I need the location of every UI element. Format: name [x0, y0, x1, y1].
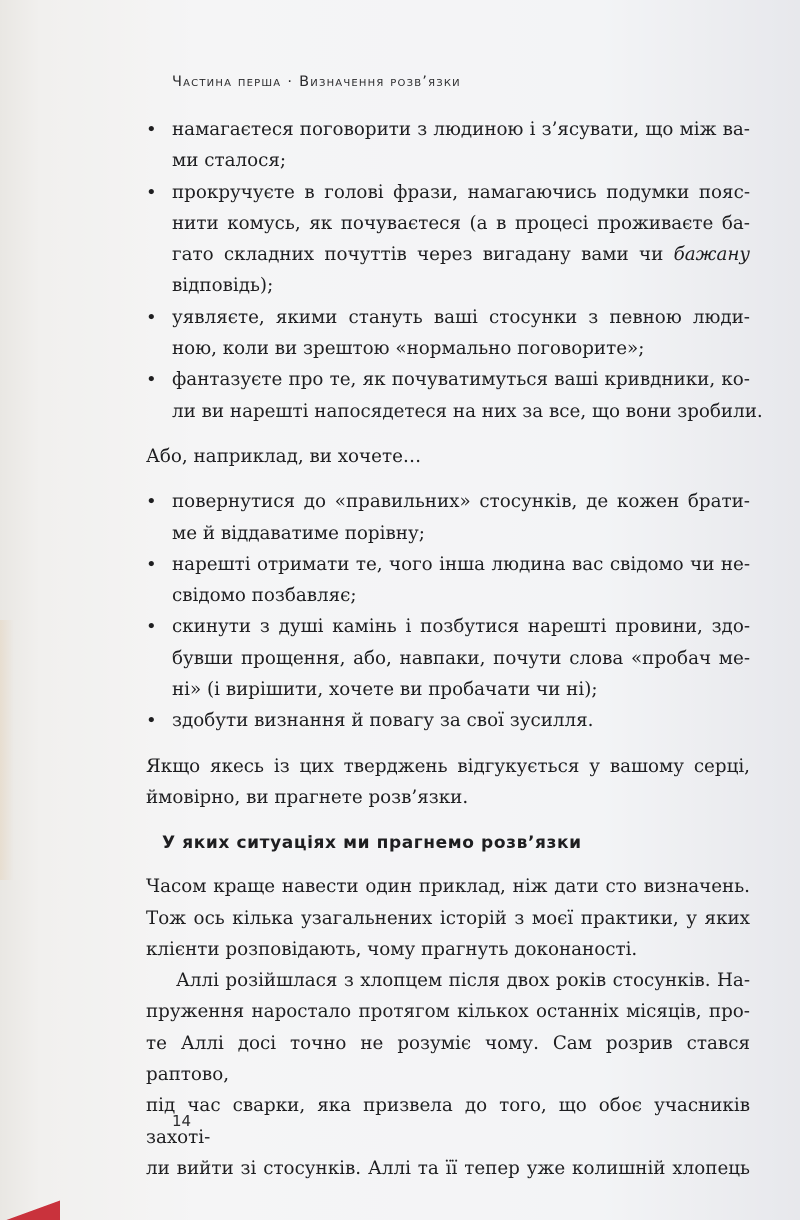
- text-line: свідомо позбавляє;: [172, 585, 357, 607]
- bullet-icon: •: [146, 616, 157, 638]
- italic-word: бажану: [673, 244, 750, 266]
- text-line: намагаєтеся поговорити з людиною і з’ясувати, що між ва-: [172, 119, 750, 140]
- text-line: Або, наприклад, ви хочете…: [146, 445, 422, 467]
- text-line: Аллі розійшлася з хлопцем після двох років стосунків. На-: [176, 970, 750, 992]
- text-line: під час сварки, яка призвела до того, що обоє учасників захоті-: [146, 1095, 750, 1148]
- text-line: бувши прощення, або, навпаки, почути слова «пробач ме-: [172, 647, 750, 669]
- list-item: [146, 177, 750, 302]
- text-line: фантазуєте про те, як почуватимуться ваші кривдники, ко-: [172, 369, 750, 391]
- text-line: ні» (і вирішити, хочете ви пробачати чи ні);: [172, 679, 598, 701]
- text-segment: гато складних почуттів через вигадану вами чи: [172, 244, 664, 266]
- list-item: [146, 302, 750, 365]
- text-line: ною, коли ви зрештою «нормально поговорите»;: [172, 338, 645, 360]
- text-line: ме й віддаватиме порівну;: [172, 522, 425, 544]
- paragraph-story: [146, 965, 750, 1184]
- paragraph-intro: [146, 441, 750, 472]
- text-line: те Аллі досі точно не розуміє чому. Сам розрив стався раптово,: [146, 1032, 750, 1086]
- text-line: здобути визнання й повагу за свої зусилля.: [172, 710, 594, 732]
- text-line: прокручуєте в голові фрази, намагаючись подумки пояс-: [172, 181, 750, 203]
- running-head-part: Частина перша: [172, 74, 282, 90]
- bullet-icon: •: [146, 306, 157, 328]
- bullet-list-2: [146, 486, 750, 736]
- list-item: [146, 114, 750, 177]
- text-line: [172, 239, 750, 270]
- paragraph-examples: [146, 871, 750, 965]
- page-edge-shadow: [0, 620, 14, 880]
- text-line: ймовірно, ви прагнете розв’язки.: [146, 786, 469, 808]
- list-item: [146, 549, 750, 612]
- bullet-icon: •: [146, 710, 157, 732]
- list-item: [146, 486, 750, 549]
- text-line: Часом краще навести один приклад, ніж дати сто визначень.: [146, 876, 750, 898]
- bullet-icon: •: [146, 553, 157, 575]
- text-line: скинути з душі камінь і позбутися нарешті провини, здо-: [172, 616, 750, 638]
- list-item: [146, 364, 763, 427]
- text-line: відповідь);: [172, 275, 274, 297]
- list-item: [146, 611, 750, 705]
- text-line: Якщо якесь із цих тверджень відгукується у вашому серці,: [146, 755, 750, 777]
- paragraph-resonance: [146, 751, 750, 814]
- body-text: [146, 114, 763, 1184]
- bullet-icon: •: [146, 369, 157, 391]
- list-item: [146, 705, 750, 736]
- bullet-icon: •: [146, 119, 157, 140]
- running-head-chapter: Визначення розв’язки: [299, 74, 461, 90]
- text-line: ли ви нарешті напосядетеся на них за все, що вони зробили.: [172, 400, 763, 422]
- running-head: [172, 74, 732, 90]
- text-line: нити комусь, як почуваєтеся (а в процесі проживаєте ба-: [172, 212, 750, 234]
- text-line: нарешті отримати те, чого інша людина вас свідомо чи не-: [172, 553, 750, 575]
- section-heading: У яких ситуаціях ми прагнемо розв’язки: [162, 833, 582, 854]
- text-line: ми сталося;: [172, 150, 287, 172]
- bullet-icon: •: [146, 181, 157, 203]
- cover-corner: [0, 1198, 60, 1220]
- text-line: повернутися до «правильних» стосунків, де кожен брати-: [172, 491, 750, 513]
- text-line: уявляєте, якими стануть ваші стосунки з певною люди-: [172, 306, 750, 328]
- bullet-icon: •: [146, 491, 157, 513]
- bullet-list-1: [146, 114, 763, 427]
- text-line: пруження наростало протягом кількох останніх місяців, про-: [146, 1001, 750, 1023]
- page-number: 14: [172, 1112, 192, 1130]
- running-head-separator: ·: [287, 74, 294, 90]
- text-line: Тож ось кілька узагальнених історій з моєї практики, у яких: [146, 907, 750, 929]
- text-line: ли вийти зі стосунків. Аллі та її тепер уже колишній хлопець: [146, 1157, 750, 1179]
- text-line: клієнти розповідають, чому прагнуть доконаності.: [146, 938, 638, 960]
